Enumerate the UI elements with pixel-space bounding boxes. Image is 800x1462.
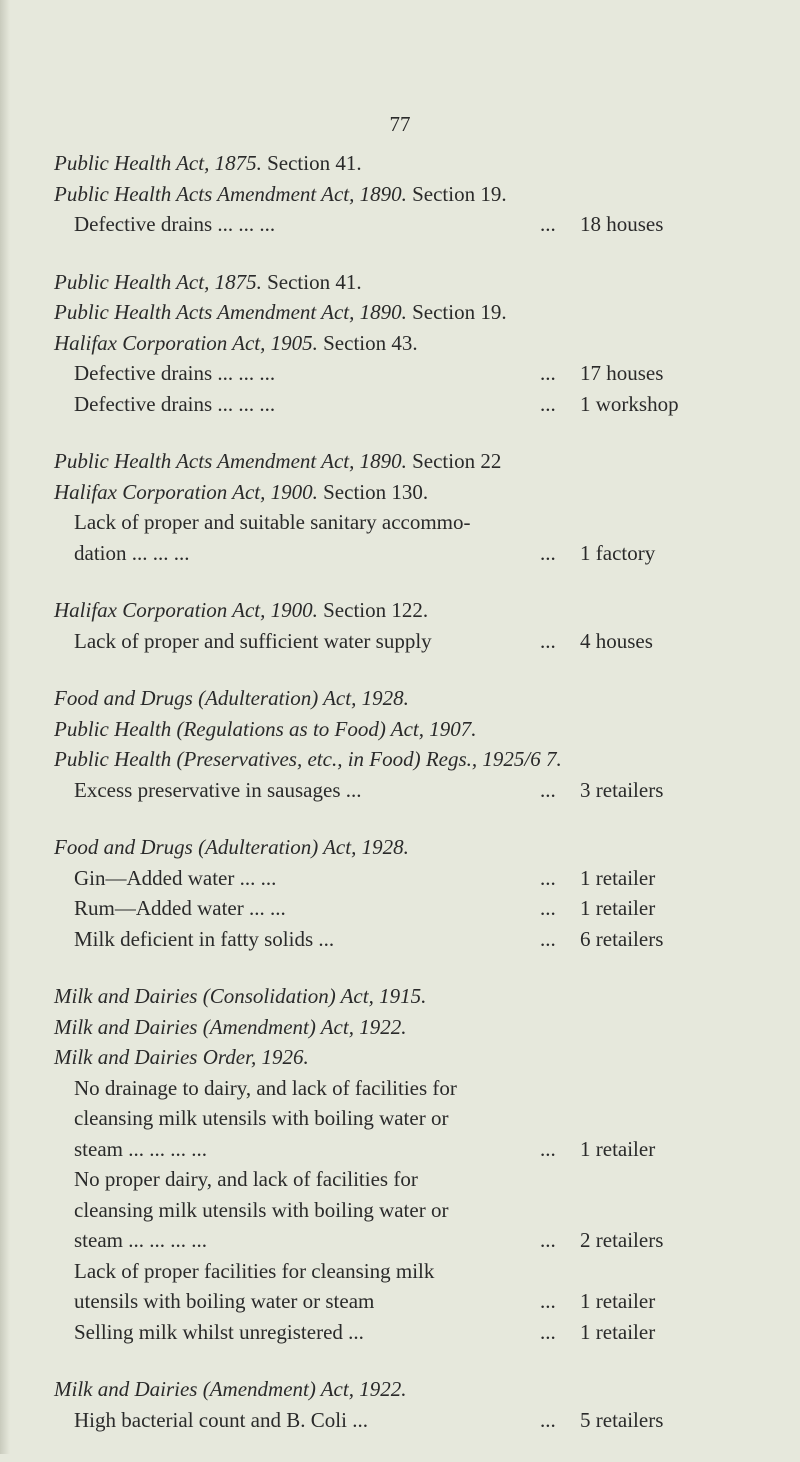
act-line: [54, 832, 774, 863]
leader-dots: ...: [540, 1136, 556, 1161]
leader-dots: ...: [540, 1407, 556, 1432]
act-title: Milk and Dairies (Consolidation) Act, 1915.: [54, 984, 427, 1008]
statute-block: [54, 683, 774, 805]
offence-description-line: Lack of proper and suitable sanitary accommo-: [74, 510, 471, 534]
offence-entry: [54, 1256, 774, 1317]
document-body: [54, 148, 774, 1462]
act-title: Milk and Dairies Order, 1926.: [54, 1045, 309, 1069]
act-title: Halifax Corporation Act, 1900.: [54, 479, 318, 504]
page-number: 77: [389, 112, 411, 136]
offence-entry: [54, 1164, 774, 1256]
act-title: Food and Drugs (Adulteration) Act, 1928.: [54, 835, 409, 859]
offence-description-line: No drainage to dairy, and lack of facilities for: [74, 1075, 457, 1100]
offence-description-line: cleansing milk utensils with boiling water or: [74, 1197, 449, 1222]
act-title: Milk and Dairies (Amendment) Act, 1922.: [54, 1014, 407, 1039]
offence-entry: [54, 389, 774, 420]
offence-description-line: Defective drains ... ... ...: [74, 391, 276, 416]
result-count: 1 factory: [580, 540, 656, 565]
act-section: Section 130.: [323, 479, 429, 504]
act-title: Public Health (Preservatives, etc., in Food) Regs., 1925/6 7.: [54, 747, 562, 771]
leader-dots: ...: [540, 391, 556, 416]
offence-entry: [54, 1317, 774, 1348]
result-count: 1 retailer: [580, 1319, 656, 1344]
result-count: 1 retailer: [580, 896, 656, 920]
result-count: 18 houses: [580, 212, 664, 236]
leader-dots: ...: [540, 540, 556, 565]
act-line: [54, 595, 774, 626]
act-line: [54, 328, 774, 359]
act-line: [54, 1012, 774, 1043]
offence-description-line: High bacterial count and B. Coli ...: [74, 1407, 368, 1432]
leader-dots: ...: [540, 361, 556, 385]
act-line: [54, 267, 774, 298]
offence-entry: [54, 1405, 774, 1436]
statute-block: [54, 981, 774, 1347]
result-count: 5 retailers: [580, 1407, 664, 1432]
statute-block: [54, 1374, 774, 1435]
act-section: Section 19.: [412, 181, 507, 206]
offence-description-line: utensils with boiling water or steam: [74, 1289, 375, 1313]
leader-dots: ...: [540, 865, 556, 890]
leader-dots: ...: [540, 628, 556, 653]
leader-dots: ...: [540, 212, 556, 236]
act-line: [54, 1374, 774, 1405]
offence-entry: [54, 893, 774, 924]
act-line: [54, 714, 774, 745]
offence-description-line: Defective drains ... ... ...: [74, 212, 276, 236]
act-section: Section 43.: [323, 330, 418, 355]
leader-dots: ...: [540, 1228, 556, 1252]
offence-entry: [54, 507, 774, 568]
leader-dots: ...: [540, 926, 556, 951]
act-title: Public Health Acts Amendment Act, 1890.: [54, 449, 407, 473]
leader-dots: ...: [540, 1319, 556, 1344]
result-count: 1 retailer: [580, 1289, 656, 1313]
offence-entry: [54, 863, 774, 894]
offence-description-line: Rum—Added water ... ...: [74, 896, 286, 920]
statute-block: [54, 595, 774, 656]
offence-entry: [54, 358, 774, 389]
act-section: Section 41.: [267, 151, 362, 175]
act-title: Halifax Corporation Act, 1905.: [54, 330, 318, 355]
statute-block: [54, 267, 774, 420]
offence-description-line: steam ... ... ... ...: [74, 1228, 207, 1252]
act-title: Halifax Corporation Act, 1900.: [54, 598, 318, 622]
offence-description-line: Gin—Added water ... ...: [74, 865, 277, 890]
offence-description-line: Defective drains ... ... ...: [74, 361, 276, 385]
offence-description-line: cleansing milk utensils with boiling water or: [74, 1106, 449, 1130]
page-edge-shadow: [0, 0, 10, 1454]
act-line: [54, 1042, 774, 1073]
result-count: 2 retailers: [580, 1228, 664, 1252]
act-section: Section 41.: [267, 269, 362, 294]
act-title: Public Health Acts Amendment Act, 1890.: [54, 181, 407, 206]
statute-block: [54, 148, 774, 240]
act-line: [54, 981, 774, 1012]
offence-entry: [54, 924, 774, 955]
result-count: 17 houses: [580, 361, 664, 385]
act-line: [54, 683, 774, 714]
offence-description-line: Lack of proper and sufficient water supply: [74, 628, 432, 653]
act-line: [54, 297, 774, 328]
result-count: 1 retailer: [580, 1136, 656, 1161]
act-line: [54, 148, 774, 179]
act-section: Section 122.: [323, 598, 429, 622]
leader-dots: ...: [540, 1289, 556, 1313]
act-line: [54, 179, 774, 210]
offence-description-line: Selling milk whilst unregistered ...: [74, 1319, 364, 1344]
act-line: [54, 477, 774, 508]
offence-entry: [54, 1073, 774, 1165]
act-title: Public Health Act, 1875.: [54, 151, 262, 175]
offence-description-line: Lack of proper facilities for cleansing milk: [74, 1258, 435, 1283]
result-count: 1 workshop: [580, 391, 679, 416]
leader-dots: ...: [540, 896, 556, 920]
act-line: [54, 744, 774, 775]
statute-block: [54, 832, 774, 954]
offence-entry: [54, 775, 774, 806]
act-title: Public Health Act, 1875.: [54, 269, 262, 294]
act-section: Section 19.: [412, 300, 507, 324]
act-title: Food and Drugs (Adulteration) Act, 1928.: [54, 686, 409, 710]
offence-entry: [54, 626, 774, 657]
result-count: 1 retailer: [580, 865, 656, 890]
statute-block: [54, 446, 774, 568]
offence-description-line: dation ... ... ...: [74, 540, 190, 565]
offence-description-line: Excess preservative in sausages ...: [74, 777, 362, 802]
act-title: Public Health (Regulations as to Food) Act, 1907.: [54, 716, 477, 741]
act-title: Milk and Dairies (Amendment) Act, 1922.: [54, 1377, 407, 1401]
offence-description-line: Milk deficient in fatty solids ...: [74, 926, 335, 951]
offence-entry: [54, 209, 774, 240]
result-count: 3 retailers: [580, 777, 664, 802]
offence-description-line: No proper dairy, and lack of facilities for: [74, 1167, 418, 1191]
leader-dots: ...: [540, 777, 556, 802]
act-title: Public Health Acts Amendment Act, 1890.: [54, 300, 407, 324]
result-count: 6 retailers: [580, 926, 664, 951]
result-count: 4 houses: [580, 628, 653, 653]
offence-description-line: steam ... ... ... ...: [74, 1136, 207, 1161]
act-line: [54, 446, 774, 477]
act-section: Section 22: [412, 449, 502, 473]
